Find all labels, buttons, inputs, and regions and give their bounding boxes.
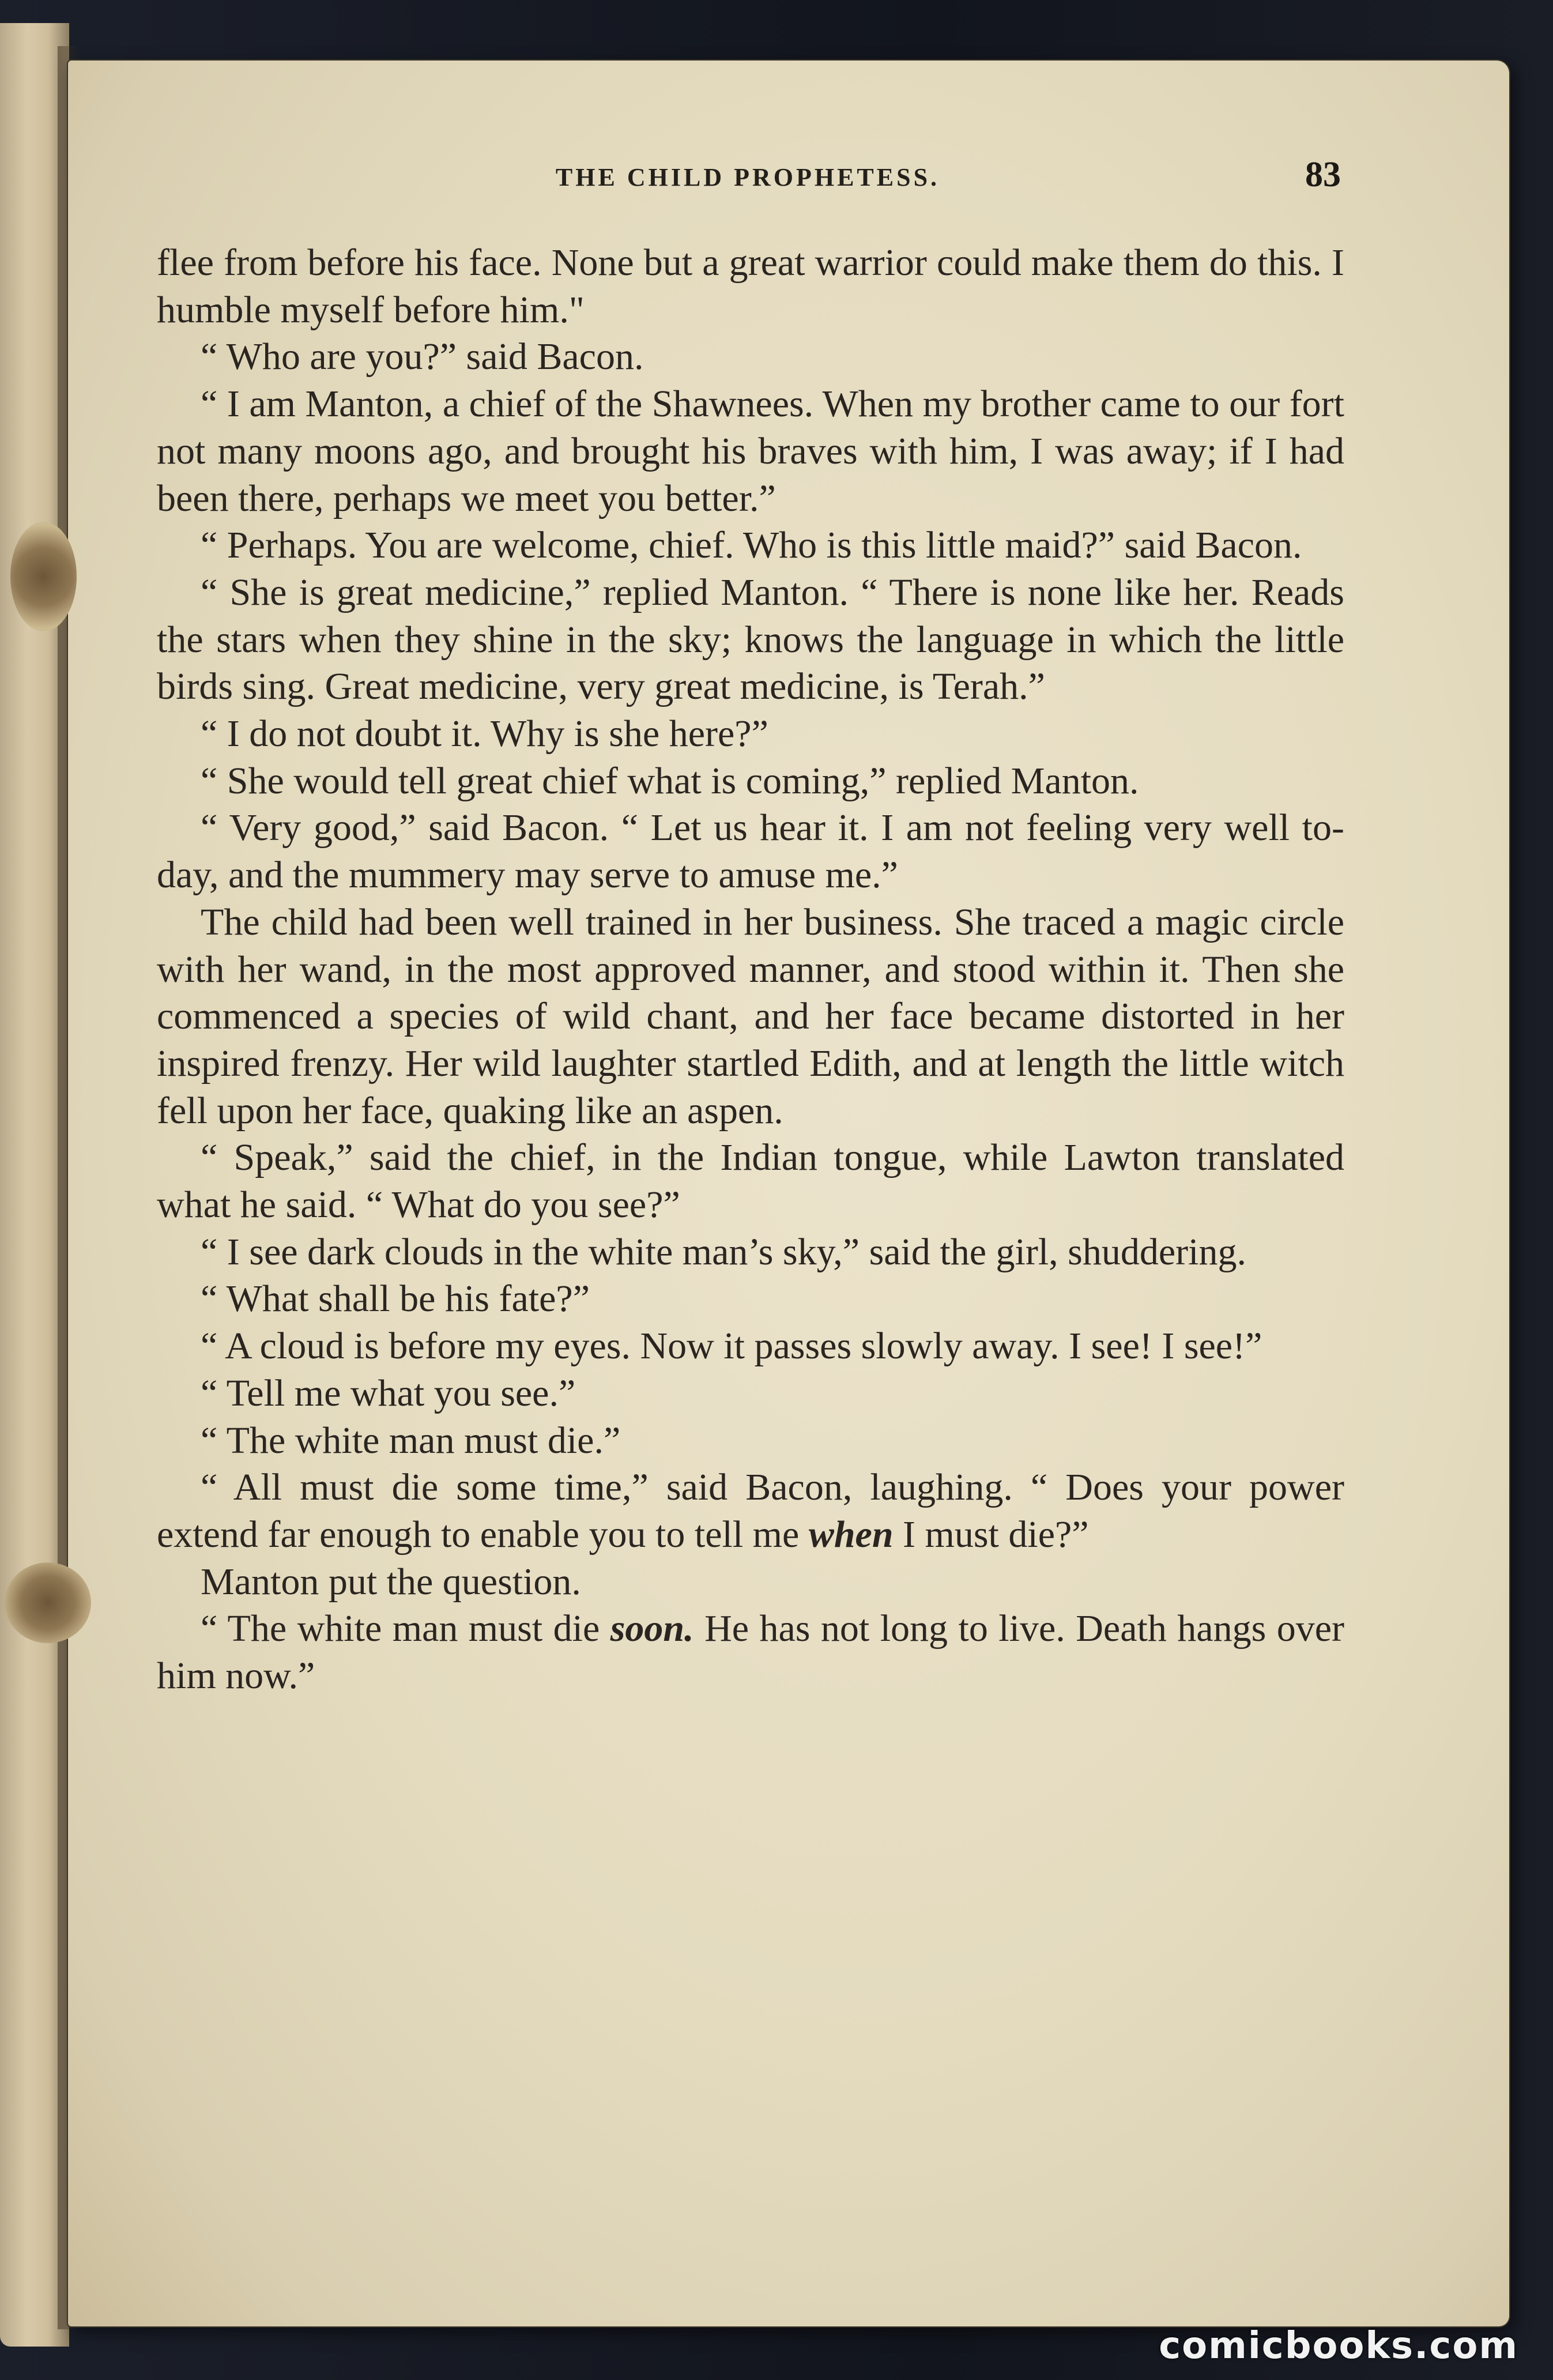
paragraph-text: “ The white man must die <box>201 1607 610 1650</box>
paragraph: “ Speak,” said the chief, in the Indian tongue, while Lawton translated what he said. “ What do you see?” <box>157 1136 1344 1226</box>
running-head <box>154 151 1341 209</box>
paragraph-text: I must die?” <box>893 1513 1089 1556</box>
emphasis-text: soon. <box>610 1607 694 1650</box>
paragraph-text: He has not long to live. Death hangs over him now.” <box>157 1607 1344 1697</box>
emphasis-text: when <box>808 1513 894 1556</box>
paragraph: “ The white man must die.” <box>201 1419 621 1462</box>
paragraph: “ I am Manton, a chief of the Shawnees. When my brother came to our fort not many moons ago, and brought his braves with him, I was away; if I had been there, perhaps we meet you better.” <box>157 383 1344 519</box>
paragraph: “ Perhaps. You are welcome, chief. Who is this little maid?” said Bacon. <box>201 524 1302 567</box>
paragraph: “ I see dark clouds in the white man’s sky,” said the girl, shuddering. <box>201 1230 1246 1273</box>
paragraph <box>157 1605 1344 1699</box>
paragraph: The child had been well trained in her business. She traced a magic circle with her wand, in the most approved manner, and stood within it. Then she commenced a species of wild chant, and her face became distorted in her inspired frenzy. Her wild laughter startled Edith, and at length the little witch fell upon her face, quaking like an aspen. <box>157 901 1344 1132</box>
site-watermark: comicbooks.com <box>1159 2325 1518 2367</box>
body-text <box>157 239 1344 1700</box>
binding-hole-top <box>10 522 77 631</box>
paragraph: “ Tell me what you see.” <box>201 1372 576 1414</box>
page-number: 83 <box>1305 155 1341 194</box>
paragraph: “ A cloud is before my eyes. Now it passes slowly away. I see! I see!” <box>201 1325 1262 1368</box>
paragraph <box>157 1464 1344 1558</box>
paragraph: “ She is great medicine,” replied Manton. “ There is none like her. Reads the stars when they shine in the sky; knows the language in which the little birds sing. Great medicine, very great medicine, is Terah.” <box>157 571 1344 708</box>
paragraph: “ I do not doubt it. Why is she here?” <box>201 713 768 755</box>
running-title: THE CHILD PROPHETESS. <box>555 163 940 191</box>
paragraph: Manton put the question. <box>201 1560 581 1603</box>
paragraph: flee from before his face. None but a great warrior could make them do this. I humble myself before him." <box>157 242 1344 331</box>
paragraph: “ What shall be his fate?” <box>201 1278 590 1320</box>
binding-hole-bottom <box>5 1562 91 1643</box>
paragraph: “ She would tell great chief what is coming,” replied Manton. <box>201 759 1139 802</box>
paragraph: “ Who are you?” said Bacon. <box>201 336 644 378</box>
paragraph: “ Very good,” said Bacon. “ Let us hear it. I am not feeling very well to-day, and the mummery may serve to amuse me.” <box>157 807 1344 897</box>
paragraph-text: “ All must die some time,” said Bacon, laughing. “ Does your power extend far enough to enable you to tell me <box>157 1466 1344 1556</box>
